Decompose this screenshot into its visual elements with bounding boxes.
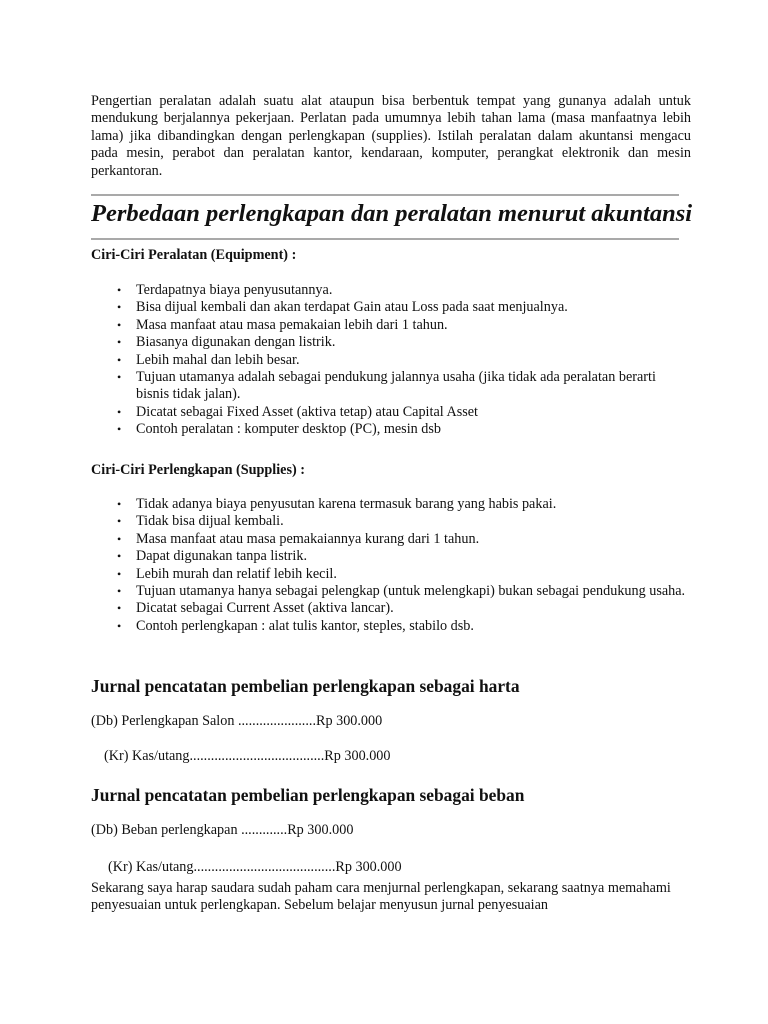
list-item: • Bisa dijual kembali dan akan terdapat Gain atau Loss pada saat menjualnya. <box>117 299 568 316</box>
bullet-icon: • <box>117 531 122 546</box>
journal-expense-credit: (Kr) Kas/utang........................................Rp 300.000 <box>108 859 402 875</box>
supplies-list <box>91 496 691 635</box>
list-item: • Masa manfaat atau masa pemakaiannya kurang dari 1 tahun. <box>117 530 480 547</box>
intro-paragraph <box>91 93 691 180</box>
bullet-icon: • <box>117 283 122 297</box>
equipment-title: Ciri-Ciri Peralatan (Equipment) : <box>91 247 297 263</box>
list-item: • Dicatat sebagai Fixed Asset (aktiva tetap) atau Capital Asset <box>117 403 478 420</box>
section-heading: Perbedaan perlengkapan dan peralatan menurut akuntansi <box>91 200 693 227</box>
bullet-icon: • <box>117 317 122 332</box>
outro-text: Sekarang saya harap saudara sudah paham cara menjurnal perlengkapan, sekarang saatnya memahami penyesuaian untuk perlengkapan. Sebelum belajar menyusun jurnal penyesuaian <box>91 880 671 914</box>
bullet-icon: • <box>117 300 122 315</box>
supplies-title: Ciri-Ciri Perlengkapan (Supplies) : <box>91 462 305 478</box>
bullet-icon: • <box>117 497 122 511</box>
bullet-icon: • <box>117 335 122 350</box>
bullet-icon: • <box>117 514 122 529</box>
bullet-icon: • <box>117 618 122 633</box>
bullet-icon: • <box>117 370 122 385</box>
bullet-icon: • <box>117 584 122 599</box>
list-item: • Tidak bisa dijual kembali. <box>117 513 284 530</box>
bullet-icon: • <box>117 422 122 437</box>
list-item: • Contoh peralatan : komputer desktop (PC), mesin dsb <box>117 421 441 438</box>
list-item: • Tujuan utamanya adalah sebagai pendukung jalannya usaha (jika tidak ada peralatan berarti bisnis tidak jalan). <box>117 369 656 403</box>
list-item: • Tidak adanya biaya penyusutan karena termasuk barang yang habis pakai. <box>117 496 557 512</box>
list-item: • Dapat digunakan tanpa listrik. <box>117 548 307 565</box>
outro-paragraph <box>91 880 691 915</box>
journal-asset-title: Jurnal pencatatan pembelian perlengkapan sebagai harta <box>91 676 520 696</box>
bullet-icon: • <box>117 566 122 581</box>
bullet-icon: • <box>117 601 122 616</box>
journal-expense-debit: (Db) Beban perlengkapan .............Rp 300.000 <box>91 822 354 838</box>
list-item: • Lebih mahal dan lebih besar. <box>117 351 300 368</box>
list-item: • Biasanya digunakan dengan listrik. <box>117 334 336 351</box>
bullet-icon: • <box>117 352 122 367</box>
list-item: • Tujuan utamanya hanya sebagai pelengkap (untuk melengkapi) bukan sebagai pendukung usaha. <box>117 583 686 600</box>
list-item: • Contoh perlengkapan : alat tulis kantor, steples, stabilo dsb. <box>117 617 474 634</box>
journal-asset-credit: (Kr) Kas/utang......................................Rp 300.000 <box>104 748 391 764</box>
bullet-icon: • <box>117 404 122 419</box>
journal-asset-debit: (Db) Perlengkapan Salon ......................Rp 300.000 <box>91 713 383 729</box>
journal-expense-title: Jurnal pencatatan pembelian perlengkapan sebagai beban <box>91 785 525 805</box>
list-item: • Lebih murah dan relatif lebih kecil. <box>117 565 337 582</box>
equipment-list <box>91 282 691 439</box>
intro-text: Pengertian peralatan adalah suatu alat ataupun bisa berbentuk tempat yang gunanya adalah untuk mendukung berjalannya pekerjaan. Perlatan pada umumnya lebih tahan lama (masa manfaatnya lebih lama) jika dibandingkan dengan perlengkapan (supplies). Istilah peralatan dalam akuntansi mengacu pada mesin, perabot dan peralatan kantor, kendaraan, komputer, perangkat elektronik dan mesin perkantoran. <box>91 93 691 179</box>
list-item: • Dicatat sebagai Current Asset (aktiva lancar). <box>117 600 394 617</box>
heading-top-rule <box>91 194 679 196</box>
list-item: • Terdapatnya biaya penyusutannya. <box>117 282 333 298</box>
list-item: • Masa manfaat atau masa pemakaian lebih dari 1 tahun. <box>117 316 448 333</box>
heading-bottom-rule <box>91 238 679 240</box>
bullet-icon: • <box>117 549 122 564</box>
